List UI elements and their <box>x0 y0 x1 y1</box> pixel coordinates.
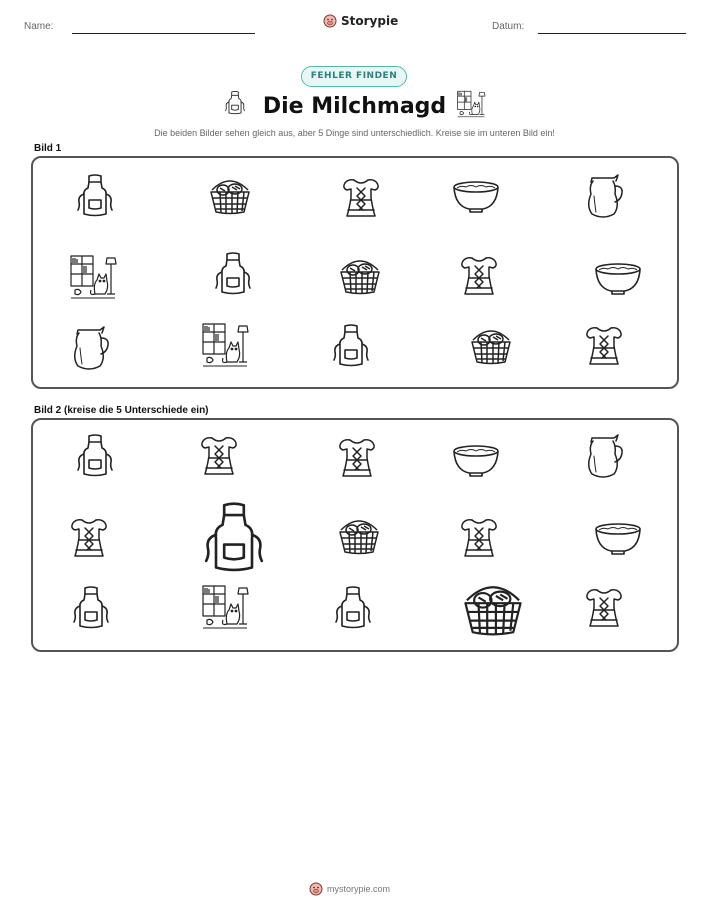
picture1-label: Bild 1 <box>34 143 62 154</box>
basket-icon[interactable] <box>338 256 382 296</box>
instructions: Die beiden Bilder sehen gleich aus, aber 5 Dinge sind unterschiedlich. Kreise sie im unteren Bild ein! <box>154 128 555 138</box>
picture1-frame <box>31 156 679 389</box>
date-line[interactable] <box>538 33 686 34</box>
badge-find-mistakes: FEHLER FINDEN <box>301 66 407 87</box>
bodice-icon[interactable] <box>582 586 626 630</box>
picture2-label: Bild 2 (kreise die 5 Unterschiede ein) <box>34 405 209 416</box>
apron-icon[interactable] <box>71 586 111 630</box>
bodice-icon[interactable] <box>457 254 501 298</box>
footer <box>309 882 390 896</box>
page-title: Die Milchmagd <box>262 94 447 119</box>
bowl-icon[interactable] <box>451 178 501 214</box>
pig-icon <box>309 882 323 896</box>
apron-icon[interactable] <box>213 252 253 296</box>
basket-icon[interactable] <box>469 326 513 366</box>
apron-icon[interactable] <box>331 324 371 368</box>
basket-icon[interactable] <box>208 176 252 216</box>
basket-icon[interactable] <box>337 516 381 556</box>
bodice-icon[interactable] <box>339 176 383 220</box>
name-line[interactable] <box>72 33 255 34</box>
bowl-icon[interactable] <box>593 260 643 296</box>
bodice-icon[interactable] <box>197 434 241 478</box>
basket-icon[interactable] <box>461 580 525 638</box>
bowl-icon[interactable] <box>451 442 501 478</box>
name-label: Name: <box>24 21 54 32</box>
room-cat-icon[interactable] <box>201 322 249 368</box>
brand-logo <box>323 14 398 28</box>
bodice-icon[interactable] <box>582 324 626 368</box>
jug-icon[interactable] <box>583 174 623 220</box>
bodice-icon[interactable] <box>67 516 111 560</box>
apron-icon[interactable] <box>75 434 115 478</box>
apron-icon[interactable] <box>333 586 373 630</box>
footer-site[interactable]: mystorypie.com <box>327 884 391 894</box>
picture2-frame <box>31 418 679 652</box>
jug-icon[interactable] <box>69 326 109 372</box>
apron-icon[interactable] <box>75 174 115 218</box>
bowl-icon[interactable] <box>593 520 643 556</box>
jug-icon[interactable] <box>583 434 623 480</box>
bodice-icon[interactable] <box>457 516 501 560</box>
room-cat-icon[interactable] <box>201 584 249 630</box>
apron-icon[interactable] <box>201 502 267 574</box>
date-label: Datum: <box>492 21 525 32</box>
room-cat-icon <box>456 90 486 118</box>
room-cat-icon[interactable] <box>69 254 117 300</box>
pig-icon <box>323 14 337 28</box>
bodice-icon[interactable] <box>335 436 379 480</box>
brand-name: Storypie <box>341 14 399 28</box>
